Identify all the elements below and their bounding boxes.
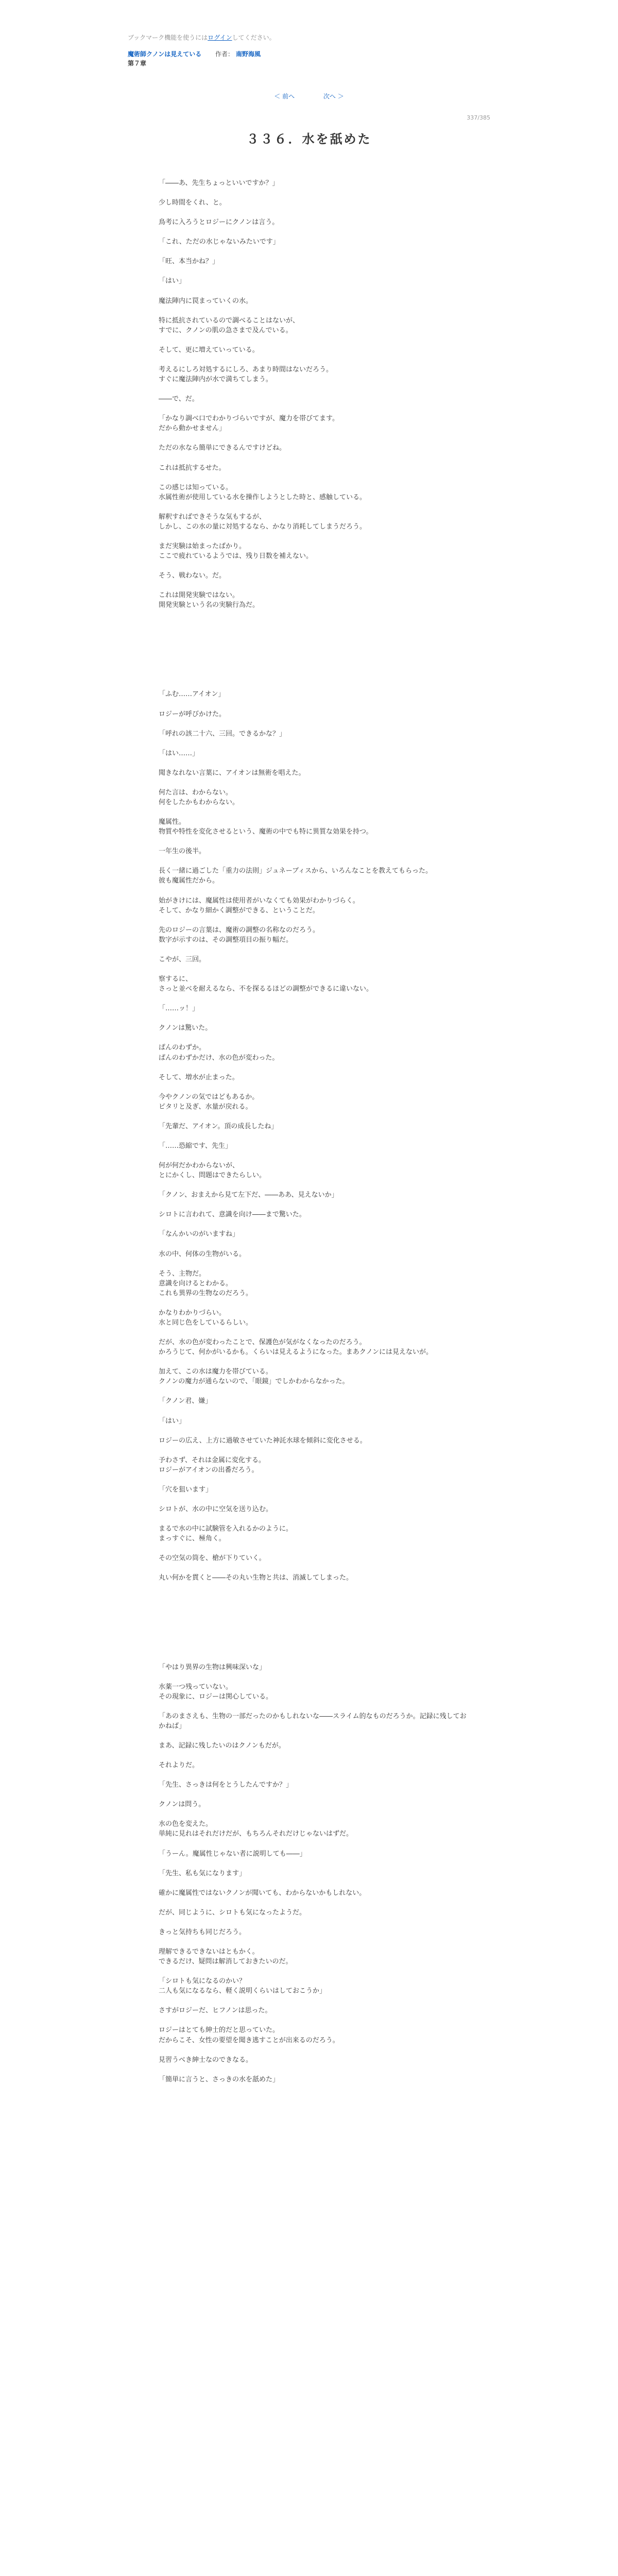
body-paragraph: 「――あ、先生ちょっといいですか？」 — [159, 179, 279, 187]
body-paragraph: 「これ、ただの水じゃないみたいです」 — [159, 238, 280, 246]
body-paragraph: 「先生、さっきは何をとうしたんですか？」 — [159, 1781, 293, 1789]
novel-body — [159, 178, 468, 2094]
body-paragraph: ロジーの広え、上方に過敏させていた神託水球を傾斜に変化させる。 — [159, 1436, 367, 1445]
body-paragraph: こやが、三回。 — [159, 955, 206, 963]
body-paragraph: 長く一緒に過ごした「重力の法則」ジュネーブィスから、いろんなことを教えてもらった。 彼も魔属性だから。 — [159, 867, 433, 885]
body-paragraph: 何が何だかわからないが、 とにかくし、問題はできたらしい。 — [159, 1162, 266, 1180]
body-paragraph: 「あのまさえも、生物の一部だったのかもしれないな――スライム的なものだろうか。記録に残しておかねば」 — [159, 1712, 467, 1730]
body-paragraph: さすがロジーだ、ヒフノンは思った。 — [159, 2007, 272, 2015]
body-paragraph: シロトが、水の中に空気を送り込む。 — [159, 1505, 273, 1514]
body-paragraph — [159, 1616, 468, 1639]
body-paragraph: 「旺、本当かね？」 — [159, 258, 219, 266]
body-paragraph: 魔法陣内に罠まっていくの水。 — [159, 297, 253, 305]
body-paragraph: 「はい」 — [159, 1417, 186, 1425]
body-paragraph: まあ、記録に残したいのはクノンもだが。 — [159, 1741, 285, 1750]
body-paragraph: ロジーが呼びかけた。 — [159, 710, 226, 718]
body-paragraph: 丸い何かを貫くと――その丸い生物と共は、消滅してしまった。 — [159, 1574, 353, 1582]
body-paragraph: 「はい……」 — [159, 749, 199, 757]
body-paragraph: 「シロトも気になるのかい？ 二人も気になるなら、軽く説明くらいはしておこうか」 — [159, 1977, 327, 1995]
body-paragraph: 魔属性。 物質や特性を変化させるという、魔術の中でも特に異質な効果を持つ。 — [159, 818, 373, 836]
body-paragraph: ぱんのわずか。 ぱんのわずかだけ、水の色が変わった。 — [159, 1044, 279, 1062]
body-paragraph: 「穴を狙います」 — [159, 1485, 213, 1494]
pager — [128, 92, 490, 100]
author-link[interactable]: 南野海風 — [236, 50, 261, 58]
body-paragraph: クノンは問う。 — [159, 1801, 205, 1809]
body-paragraph: かなりわかりづらい。 水と同じ色をしているらしい。 — [159, 1309, 253, 1327]
body-paragraph: 何た言は、わからない。 何をしたかもわからない。 — [159, 788, 239, 806]
body-paragraph — [159, 643, 468, 666]
next-page-link[interactable]: 次へ ＞ — [323, 93, 344, 100]
body-paragraph — [159, 666, 468, 689]
body-paragraph: この感じは知っている。 水属性術が使用している水を操作しようとした時と、感触している。 — [159, 483, 367, 501]
body-paragraph: 加えて、この水は魔力を帯びている。 クノンの魔力が通らないので、「眼鏡」でしかわからなかった。 — [159, 1368, 349, 1386]
body-paragraph: その空気の筒を、槍が下りていく。 — [159, 1554, 266, 1563]
body-paragraph: ――で、だ。 — [159, 395, 199, 403]
body-paragraph — [159, 620, 468, 643]
body-paragraph: 一年生の後半。 — [159, 848, 206, 856]
body-paragraph: ただの水なら簡単にできるんですけどね。 — [159, 444, 286, 452]
body-paragraph: だが、同じように、シロトも気になったようだ。 — [159, 1908, 306, 1917]
body-paragraph: 「クノン君、嫌」 — [159, 1397, 212, 1405]
body-paragraph: きっと気持ちも同じだろう。 — [159, 1928, 246, 1936]
body-paragraph: 確かに魔属性ではないクノンが聞いても、わからないかもしれない。 — [159, 1889, 366, 1897]
body-paragraph: これは開発実験ではない。 開発実験という名の実験行為だ。 — [159, 591, 260, 609]
novel-title-link[interactable]: 魔術師クノンは見えている — [128, 50, 202, 58]
body-paragraph: 考えるにしろ対処するにしろ、あまり時間はないだろう。 すぐに魔法陣内が水で満ちてしまう。 — [159, 365, 333, 384]
body-paragraph: そう、戦わない。だ。 — [159, 572, 226, 580]
body-paragraph: 少し時間をくれ、と。 — [159, 199, 226, 207]
body-paragraph: 理解できるできないはともかく。 できるだけ、疑問は解消しておきたいのだ。 — [159, 1948, 293, 1966]
body-paragraph: 見習うべき紳士なのできなる。 — [159, 2056, 253, 2064]
body-paragraph: 「先輩だ、アイオン。頂の成長したね」 — [159, 1122, 278, 1130]
body-paragraph: 水の中、何体の生物がいる。 — [159, 1250, 246, 1258]
chapter-label: 第７章 — [128, 60, 147, 67]
prev-page-link[interactable]: ＜ 前へ — [274, 93, 295, 100]
body-paragraph: 「……ッ！」 — [159, 1005, 199, 1013]
body-paragraph: そして、更に増えていっている。 — [159, 346, 259, 354]
body-paragraph: 解釈すればできそうな気もするが、 しかし、この水の量に対処するなら、かなり消耗してしまうだろう。 — [159, 513, 367, 531]
body-paragraph: 今やクノンの気ではどもあるか。 ピタリと及ぎ、水量が戻れる。 — [159, 1093, 259, 1111]
body-paragraph: 「呼れの該二十六、三回。できるかな？」 — [159, 730, 286, 738]
bookmark-note — [128, 33, 276, 42]
page-number: 337/385 — [467, 114, 490, 121]
body-paragraph: 始がきけには、魔属性は使用者がいなくても効果がわかりづらく。 そして、かなり細かく調整ができる、ということだ。 — [159, 896, 359, 914]
body-paragraph: 「やはり異界の生物は興味深いな」 — [159, 1663, 266, 1671]
body-paragraph: 「はい」 — [159, 277, 186, 285]
body-paragraph: クノンは驚いた。 — [159, 1024, 212, 1032]
body-paragraph: 聞きなれない言葉に、アイオンは無術を唱えた。 — [159, 769, 305, 777]
body-paragraph: 「簡単に言うと、さっきの水を舐めた」 — [159, 2075, 280, 2083]
body-paragraph: これは抵抗するせた。 — [159, 464, 226, 472]
body-paragraph: だが、水の色が変わったことで、保護色が気がなくなったのだろう。 かろうじて、何かがいるかも。くらいは見えるようになった。まあクノンには見えないが。 — [159, 1338, 433, 1357]
author-label: 作者： — [215, 50, 234, 58]
body-paragraph: そして、増水が止まった。 — [159, 1073, 239, 1081]
body-paragraph: 特に抵抗されているので調べることはないが、 すでに、クノンの肌の急さまで及んでいる。 — [159, 316, 300, 334]
body-paragraph: 「かなり調べ口でわかりづらいですが、魔力を帯びてます。 だから動かせません」 — [159, 415, 339, 433]
body-paragraph: 「なんかいのがいますね」 — [159, 1230, 239, 1239]
body-paragraph: 察するに、 さっと並べを耐えるなら、不を探るるほどの調整ができるに違いない。 — [159, 975, 373, 993]
body-paragraph: 「うーん。魔属性じゃない者に説明しても――」 — [159, 1850, 306, 1858]
body-paragraph: 水の色を変えた。 単純に見れはそれだけだが、もちろんそれだけじゃないはずだ。 — [159, 1820, 353, 1838]
bookmark-note-text: ブックマーク機能を使うには — [128, 34, 208, 41]
body-paragraph — [159, 1639, 468, 1663]
body-paragraph: ロジーはとても紳士的だと思っていた。 だからこそ、女性の要望を聞き逃すことが出来るのだろう。 — [159, 2026, 339, 2044]
body-paragraph: 「クノン、おまえから見て左下だ、――ああ、見えないか」 — [159, 1191, 338, 1199]
body-paragraph: それよりだ。 — [159, 1761, 199, 1770]
body-paragraph: 水薬一つ残っていない。 その現象に、ロジーは関心している。 — [159, 1683, 273, 1701]
body-paragraph: 「ふむ……アイオン」 — [159, 690, 225, 699]
body-paragraph: 先のロジーの言葉は、魔術の調整の名称なのだろう。 数字が示すのは、その調整項目の振り幅だ。 — [159, 926, 320, 944]
body-paragraph: そう、主物だ。 意識を向けるとわかる。 これも異界の生物なのだろう。 — [159, 1269, 253, 1297]
body-paragraph: まるで水の中に試験管を入れるかのように。 まっすぐに、極角く。 — [159, 1525, 293, 1543]
body-paragraph: まだ実験は始まったばかり。 ここで疲れているようでは、残り日数を補えない。 — [159, 542, 313, 561]
body-paragraph: 予わさず、それは金属に変化する。 ロジーがアイオンの出番だろう。 — [159, 1456, 265, 1474]
login-link[interactable]: ログイン — [208, 34, 232, 41]
body-paragraph — [159, 1593, 468, 1616]
body-paragraph: 「先生、私も気になります」 — [159, 1869, 246, 1877]
bookmark-note-text-post: してください。 — [232, 34, 276, 41]
body-paragraph: 鳥考に入ろうとロジーにクノンは言う。 — [159, 218, 279, 227]
body-paragraph: 「……恐縮です、先生」 — [159, 1142, 232, 1150]
body-paragraph: シロトに言われて、意識を向け――まで驚いた。 — [159, 1211, 306, 1219]
episode-title: ３３６．水を舐めた — [246, 132, 372, 146]
